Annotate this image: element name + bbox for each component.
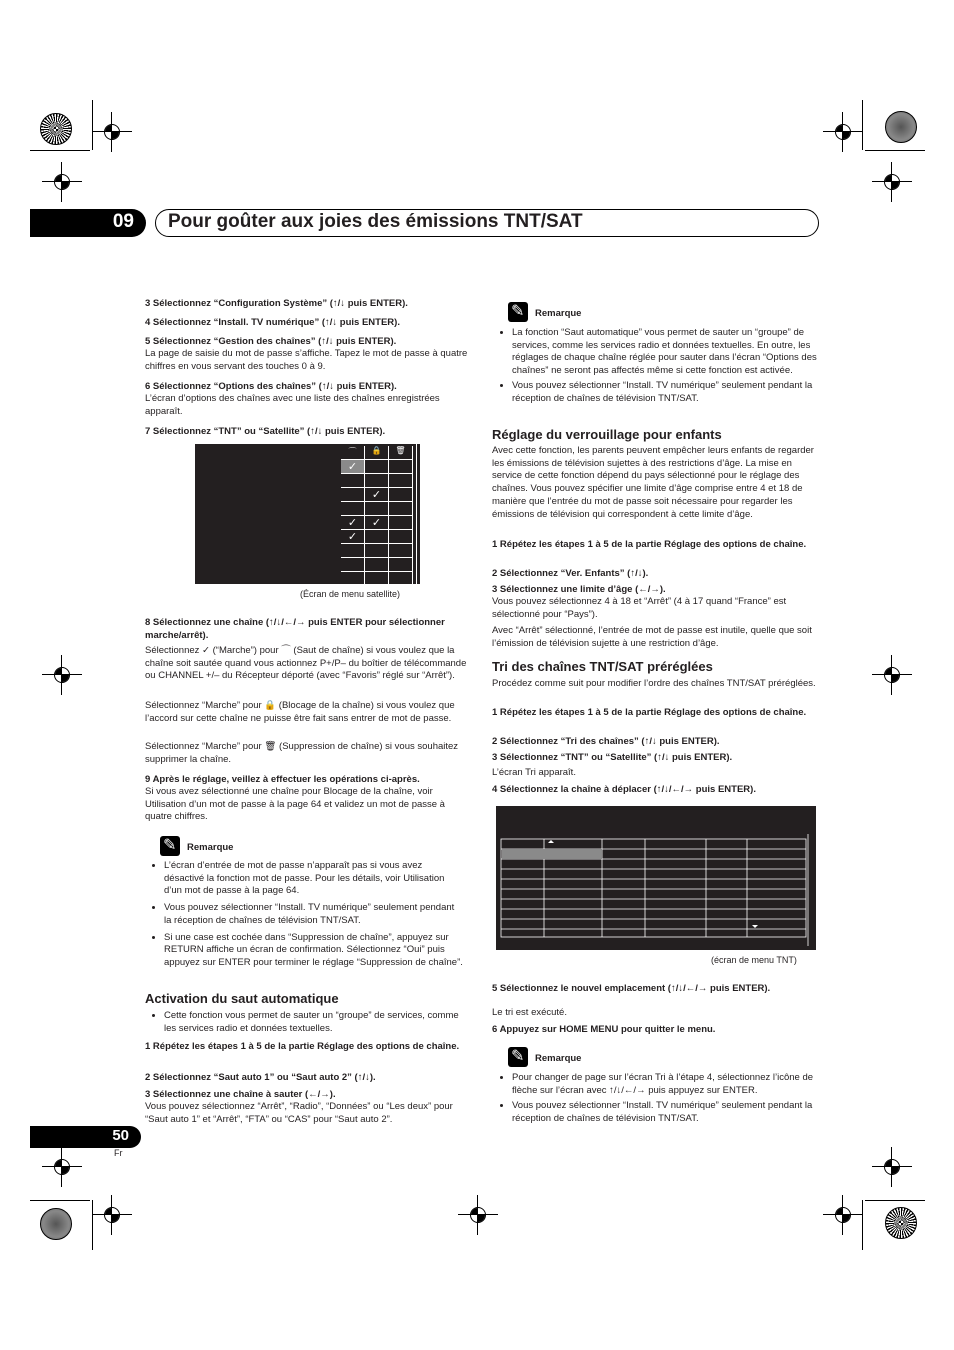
lock-step-2: 2 Sélectionnez “Ver. Enfants” (↑/↓). xyxy=(492,568,649,579)
step-9: 9 Après le réglage, veillez à effectuer les opérations ci-après. xyxy=(145,774,420,785)
note-item: • Vous pouvez sélectionner “Install. TV numérique” seulement pendant la réception de chaînes de télévision TNT/SAT. xyxy=(512,380,820,405)
channel-option-cell[interactable] xyxy=(365,558,389,572)
note-icon xyxy=(160,836,180,856)
step-5-text: La page de saisie du mot de passe s’affiche. Tapez le mot de passe à quatre chiffres en vous servant des touches 0 à 9. xyxy=(145,348,468,372)
sort-step-2: 2 Sélectionnez “Tri des chaînes” (↑/↓ puis ENTER). xyxy=(492,736,720,747)
channel-option-cell[interactable] xyxy=(341,488,365,502)
language-code: Fr xyxy=(114,1148,123,1158)
channel-option-cell[interactable] xyxy=(389,516,413,530)
channel-option-cell[interactable]: ✓ xyxy=(341,460,365,474)
channel-option-cell[interactable] xyxy=(389,502,413,516)
selected-row-highlight xyxy=(502,849,602,859)
satellite-menu-screen xyxy=(195,444,420,584)
step-8-text-lock: Sélectionnez “Marche” pour 🔒 (Blocage de la chaîne) si vous voulez que l’accord sur cette chaîne ne puisse être fait sans entrer de mot de passe. xyxy=(145,700,455,724)
step-3: 3 Sélectionnez “Configuration Système” (↑/↓ puis ENTER). xyxy=(145,298,408,309)
note-item: • Pour changer de page sur l’écran Tri à l’étape 4, sélectionnez l’icône de flèche sur l’écran avec ↑/↓/←/→ puis appuyez sur ENTER. xyxy=(512,1072,820,1097)
note-item: • La fonction “Saut automatique” vous permet de sauter un “groupe” de services, comme les services radio et données textuelles. En outre, les réglages de chaque chaîne réglée pour sauter dans l’écran “Options des chaînes” ne seront pas affectés même si cette fonction est activée. xyxy=(512,327,820,378)
note-item: • Si une case est cochée dans “Suppression de chaîne”, appuyez sur RETURN affiche un écran de confirmation. Sélectionnez “Oui” puis appuyez sur ENTER pour terminer le réglage “Suppression de chaîne”. xyxy=(164,932,464,970)
note-item: • Vous pouvez sélectionner “Install. TV numérique” seulement pendant la réception de chaînes de télévision TNT/SAT. xyxy=(512,1100,820,1125)
channel-option-cell[interactable] xyxy=(365,502,389,516)
heading-sort: Tri des chaînes TNT/SAT préréglées xyxy=(492,659,713,674)
chapter-title-box xyxy=(155,209,819,237)
sort-step-3-text: L’écran Tri apparaît. xyxy=(492,767,576,778)
step-6: 6 Sélectionnez “Options des chaînes” (↑/↓ puis ENTER). xyxy=(145,381,397,392)
auto-skip-intro xyxy=(152,1010,470,1035)
registration-mark-icon xyxy=(880,1155,904,1179)
note-icon xyxy=(508,1047,528,1067)
channel-option-cell[interactable] xyxy=(389,544,413,558)
gray-target-icon xyxy=(885,111,917,143)
crop-line xyxy=(30,150,90,151)
lock-step-3-text: Vous pouvez sélectionnez 4 à 18 et “Arrêt” (4 à 17 quand “France” est sélectionné pour “Pays”). xyxy=(492,596,787,620)
channel-option-cell[interactable] xyxy=(365,572,389,586)
step-8-text-delete: Sélectionnez “Marche” pour 🗑 (Suppression de chaîne) si vous souhaitez supprimer la chaîne. xyxy=(145,741,459,765)
registration-mark-icon xyxy=(831,1203,855,1227)
channel-option-cell[interactable] xyxy=(341,544,365,558)
registration-mark-icon xyxy=(880,170,904,194)
channel-option-cell[interactable] xyxy=(341,558,365,572)
registration-mark-icon xyxy=(831,120,855,144)
auto-step-3-text: Vous pouvez sélectionnez “Arrêt”, “Radio”, “Données” ou “Les deux” pour “Saut auto 1” et “Arrêt”, “FTA” ou “CAS” pour “Saut auto 2”. xyxy=(145,1101,453,1125)
star-target-icon xyxy=(40,113,72,145)
registration-mark-icon xyxy=(50,663,74,687)
crop-line xyxy=(862,100,863,150)
tnt-screen-caption: (écran de menu TNT) xyxy=(711,955,797,965)
scrollbar xyxy=(416,444,417,584)
sort-step-5-text: Le tri est exécuté. xyxy=(492,1007,567,1018)
page-number: 50 xyxy=(112,1127,129,1144)
lock-step-3-text-2: Avec “Arrêt” sélectionné, l’entrée de mot de passe est inutile, quelle que soit l’émission de télévision sujette à une restriction d’âge. xyxy=(492,625,812,649)
channel-option-cell[interactable] xyxy=(389,530,413,544)
note-list-1 xyxy=(152,860,464,970)
sort-text: Procédez comme suit pour modifier l’ordre des chaînes TNT/SAT préréglées. xyxy=(492,678,816,689)
registration-mark-icon xyxy=(50,170,74,194)
channel-option-cell[interactable] xyxy=(341,474,365,488)
channel-option-cell[interactable] xyxy=(365,474,389,488)
channel-option-cell[interactable]: ✓ xyxy=(341,530,365,544)
child-lock-text: Avec cette fonction, les parents peuvent empêcher leurs enfants de regarder les émissions de télévision sujettes à des restrictions d’âge. La mise en service de cette fonction dépend du pays sélectionné pour le réglage des chaînes. Vous pouvez spécifier une limite d’âge comprise entre 4 et 18 de manière que l’entrée du mot de passe soit nécessaire pour regarder les émissions de télévision qui correspondent à cette limite d’âge. xyxy=(492,445,814,520)
lock-icon: 🔒 xyxy=(365,446,389,460)
step-4: 4 Sélectionnez “Install. TV numérique” (↑/↓ puis ENTER). xyxy=(145,317,400,328)
registration-mark-icon xyxy=(100,1203,124,1227)
channel-option-cell[interactable]: ✓ xyxy=(341,516,365,530)
channel-option-cell[interactable] xyxy=(389,488,413,502)
sort-step-5: 5 Sélectionnez le nouvel emplacement (↑/↓/←/→ puis ENTER). xyxy=(492,983,771,994)
auto-step-3: 3 Sélectionnez une chaîne à sauter (←/→). xyxy=(145,1089,336,1100)
channel-option-cell[interactable] xyxy=(389,474,413,488)
registration-mark-icon xyxy=(880,663,904,687)
note-icon xyxy=(508,302,528,322)
crop-line xyxy=(92,100,93,150)
gray-target-icon xyxy=(40,1208,72,1240)
crop-line xyxy=(92,1200,93,1250)
lock-step-3: 3 Sélectionnez une limite d’âge (←/→). xyxy=(492,584,666,595)
step-6-text: L’écran d’options des chaînes avec une liste des chaînes enregistrées apparaît. xyxy=(145,393,440,417)
heading-child-lock: Réglage du verrouillage pour enfants xyxy=(492,427,722,442)
tnt-sort-screen xyxy=(496,806,816,950)
crop-line xyxy=(30,1200,90,1201)
channel-option-cell[interactable] xyxy=(365,544,389,558)
channel-option-cell[interactable] xyxy=(389,460,413,474)
page-number-tab xyxy=(30,1126,141,1148)
arrow-up-icon xyxy=(548,840,554,843)
page-title: Pour goûter aux joies des émissions TNT/SAT xyxy=(168,211,583,232)
note-label: Remarque xyxy=(535,1053,582,1064)
crop-line xyxy=(865,150,925,151)
registration-mark-icon xyxy=(50,1155,74,1179)
channel-option-cell[interactable]: ✓ xyxy=(365,488,389,502)
step-8-text-skip: Sélectionnez ✓ (“Marche”) pour ⌒ (Saut de chaîne) si vous voulez que la chaîne soit sautée quand vous actionnez P+/P– du boîtier de télécommande ou CHANNEL +/– du Récepteur déporté (avec “Favoris” réglé sur “Arrêt”). xyxy=(145,645,467,682)
trash-icon: 🗑 xyxy=(389,446,413,460)
channel-option-cell[interactable] xyxy=(341,572,365,586)
sort-step-1: 1 Répétez les étapes 1 à 5 de la partie Réglage des options de chaîne. xyxy=(492,707,807,718)
channel-option-cell[interactable] xyxy=(365,530,389,544)
note-item: • L’écran d’entrée de mot de passe n’apparaît pas si vous avez désactivé la fonction mot de passe. Pour les détails, voir Utilisation d’un mot de passe à la page 64. xyxy=(164,860,464,898)
auto-skip-bullet: • Cette fonction vous permet de sauter un “groupe” de services, comme les services radio et données textuelles. xyxy=(164,1010,470,1035)
channel-option-cell[interactable] xyxy=(341,502,365,516)
lock-step-1: 1 Répétez les étapes 1 à 5 de la partie Réglage des options de chaîne. xyxy=(492,539,807,550)
step-7: 7 Sélectionnez “TNT” ou “Satellite” (↑/↓ puis ENTER). xyxy=(145,426,386,437)
heading-auto-skip: Activation du saut automatique xyxy=(145,991,339,1006)
arrow-down-icon xyxy=(752,925,758,928)
tnt-grid xyxy=(496,806,816,950)
note-item: • Vous pouvez sélectionner “Install. TV numérique” seulement pendant la réception de chaînes de télévision TNT/SAT. xyxy=(164,902,464,927)
note-list-2 xyxy=(500,327,820,405)
star-target-icon xyxy=(885,1207,917,1239)
channel-option-cell[interactable]: ✓ xyxy=(365,516,389,530)
registration-mark-icon xyxy=(100,120,124,144)
step-5: 5 Sélectionnez “Gestion des chaînes” (↑/↓ puis ENTER). xyxy=(145,336,397,347)
skip-icon: ⌒ xyxy=(341,446,365,460)
note-label: Remarque xyxy=(187,842,234,853)
registration-mark-icon xyxy=(466,1203,490,1227)
chapter-tab xyxy=(30,209,146,237)
channel-option-cell[interactable] xyxy=(389,558,413,572)
auto-step-2: 2 Sélectionnez “Saut auto 1” ou “Saut auto 2” (↑/↓). xyxy=(145,1072,376,1083)
channel-options-grid xyxy=(341,446,415,584)
note-label: Remarque xyxy=(535,308,582,319)
note-list-3 xyxy=(500,1072,820,1126)
sort-step-4: 4 Sélectionnez la chaîne à déplacer (↑/↓/←/→ puis ENTER). xyxy=(492,784,756,795)
sort-step-3: 3 Sélectionnez “TNT” ou “Satellite” (↑/↓ puis ENTER). xyxy=(492,752,733,763)
crop-line xyxy=(865,1200,925,1201)
step-9-text: Si vous avez sélectionné une chaîne pour Blocage de la chaîne, voir Utilisation d’un mot de passe à la page 64 et validez un mot de passe à quatre chiffres. xyxy=(145,786,445,823)
auto-step-1: 1 Répétez les étapes 1 à 5 de la partie Réglage des options de chaîne. xyxy=(145,1041,460,1052)
step-8: 8 Sélectionnez une chaîne (↑/↓/←/→ puis ENTER pour sélectionner marche/arrêt). xyxy=(145,617,445,641)
channel-option-cell[interactable] xyxy=(365,460,389,474)
sort-step-6: 6 Appuyez sur HOME MENU pour quitter le menu. xyxy=(492,1024,716,1035)
satellite-screen-caption: (Écran de menu satellite) xyxy=(300,589,401,599)
channel-option-cell[interactable] xyxy=(389,572,413,586)
chapter-number: 09 xyxy=(112,211,134,232)
crop-line xyxy=(862,1200,863,1250)
